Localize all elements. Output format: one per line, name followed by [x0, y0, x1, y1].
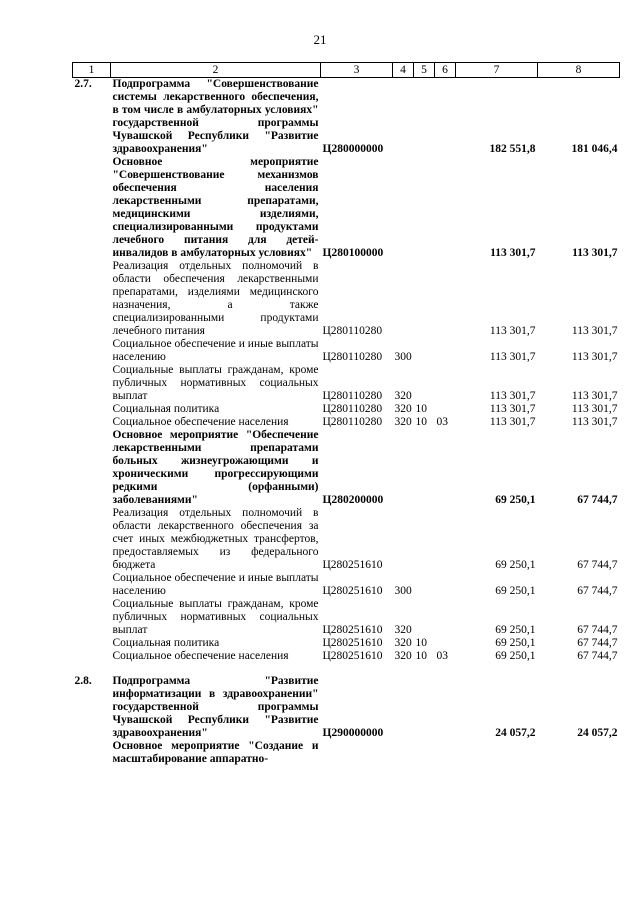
row-name: Социальная политика: [112, 403, 220, 415]
subsection: [435, 572, 456, 598]
subsection: [435, 675, 456, 740]
section: 10: [415, 403, 427, 415]
row-name: Основное мероприятие "Создание и масштабирование аппаратно-: [112, 740, 319, 765]
header-cell: 1: [73, 63, 111, 78]
value-col-8: 67 744,7: [577, 624, 618, 636]
header-cell: 3: [321, 63, 393, 78]
value-col-7: 113 301,7: [489, 325, 536, 337]
expense-type: 300: [394, 585, 412, 597]
section: 10: [415, 650, 427, 662]
table-row: [73, 507, 620, 572]
row-name: Реализация отдельных полномочий в области лекарственного обеспечения за счет иных межбюджетных трансфертов, предоставляемых из федерального бюджета: [112, 507, 319, 571]
value-col-8: 113 301,7: [571, 403, 618, 415]
row-number: 2.8.: [74, 675, 92, 687]
row-number: [73, 156, 111, 260]
section: [414, 740, 435, 766]
table-row: [73, 156, 620, 260]
value-col-7: 69 250,1: [495, 624, 536, 636]
value-col-8: 67 744,7: [577, 637, 618, 649]
section: 10: [415, 416, 427, 428]
value-col-7: 113 301,7: [489, 416, 536, 428]
row-number: [73, 429, 111, 507]
spacer-cell: [73, 663, 620, 675]
value-col-7: 69 250,1: [495, 637, 536, 649]
subsection: [435, 403, 456, 416]
value-col-8: 113 301,7: [571, 390, 618, 402]
header-cell: 4: [393, 63, 414, 78]
expense-type: [393, 740, 414, 766]
section: [414, 364, 435, 403]
subsection: [435, 260, 456, 338]
row-name: Социальные выплаты гражданам, кроме публичных нормативных социальных выплат: [112, 598, 319, 636]
section: [414, 598, 435, 637]
subsection: 03: [436, 416, 448, 428]
target-code: Ц280251610: [322, 585, 383, 597]
expense-type: [393, 156, 414, 260]
table-row: [73, 740, 620, 766]
page-number: 21: [313, 32, 327, 47]
value-col-8: 67 744,7: [577, 494, 618, 506]
subsection: [435, 740, 456, 766]
row-name: Социальное обеспечение и иные выплаты населению: [112, 338, 319, 363]
target-code: Ц290000000: [322, 727, 384, 739]
subsection: [435, 156, 456, 260]
row-number: [73, 338, 111, 364]
target-code: Ц280000000: [322, 143, 384, 155]
row-name: Основное мероприятие "Совершенствование механизмов обеспечения населения лекарственными препаратами, медицинскими изделиями, специализированными продуктами лечебного питания для детей-инвалидов в амбулаторных условиях": [112, 156, 319, 259]
value-col-8: 67 744,7: [577, 650, 618, 662]
target-code: Ц280110280: [322, 325, 383, 337]
row-name: Социальные выплаты гражданам, кроме публичных нормативных социальных выплат: [112, 364, 319, 402]
subsection: [435, 78, 456, 157]
value-col-8: 113 301,7: [571, 325, 618, 337]
table-row: [73, 338, 620, 364]
header-cell: 6: [435, 63, 456, 78]
target-code: [321, 740, 393, 766]
subsection: [435, 507, 456, 572]
value-col-7: 69 250,1: [495, 494, 536, 506]
target-code: Ц280100000: [322, 247, 384, 259]
target-code: Ц280110280: [322, 403, 383, 415]
target-code: Ц280251610: [322, 650, 383, 662]
section: [414, 338, 435, 364]
table-row: [73, 598, 620, 637]
row-name: Подпрограмма "Развитие информатизации в здравоохранении" государственной программы Чувашской Республики "Развитие здравоохранения": [112, 675, 319, 739]
subsection: [435, 429, 456, 507]
value-col-7: 69 250,1: [495, 650, 536, 662]
row-number: [73, 598, 111, 637]
table-row: [73, 637, 620, 650]
subsection: [435, 338, 456, 364]
row-name: Социальная политика: [112, 637, 220, 649]
value-col-8: 113 301,7: [572, 247, 618, 259]
budget-table: [72, 62, 620, 766]
row-number: 2.7.: [74, 78, 92, 90]
row-name: Подпрограмма "Совершенствование системы лекарственного обеспечения, в том числе в амбулаторных условиях" государственной программы Чувашской Республики "Развитие здравоохранения": [112, 78, 319, 155]
value-col-8: 113 301,7: [571, 416, 618, 428]
subsection: [435, 637, 456, 650]
section: [414, 572, 435, 598]
value-col-7: 69 250,1: [495, 585, 536, 597]
expense-type: [393, 260, 414, 338]
expense-type: 300: [394, 351, 412, 363]
section: 10: [415, 637, 427, 649]
row-number: [73, 260, 111, 338]
table-row: [73, 572, 620, 598]
table-row: [73, 260, 620, 338]
expense-type: [393, 78, 414, 157]
target-code: Ц280110280: [322, 351, 383, 363]
expense-type: [393, 429, 414, 507]
expense-type: 320: [394, 624, 412, 636]
target-code: Ц280110280: [322, 416, 383, 428]
target-code: Ц280251610: [322, 624, 383, 636]
section: [414, 429, 435, 507]
header-cell: 8: [538, 63, 620, 78]
section: [414, 507, 435, 572]
table-row: [73, 416, 620, 429]
row-number: [73, 416, 111, 429]
value-col-7: 24 057,2: [495, 727, 536, 739]
value-col-8: 67 744,7: [577, 559, 618, 571]
value-col-8: [538, 740, 620, 766]
row-number: [73, 403, 111, 416]
spacer-row: [73, 663, 620, 675]
expense-type: 320: [394, 650, 412, 662]
value-col-7: [456, 740, 538, 766]
subsection: [435, 598, 456, 637]
row-number: [73, 572, 111, 598]
value-col-8: 113 301,7: [571, 351, 618, 363]
subsection: 03: [436, 650, 448, 662]
target-code: Ц280251610: [322, 559, 383, 571]
expense-type: 320: [394, 416, 412, 428]
row-number: [73, 740, 111, 766]
value-col-7: 113 301,7: [489, 351, 536, 363]
table-row: [73, 403, 620, 416]
section: [414, 78, 435, 157]
value-col-7: 113 301,7: [490, 247, 536, 259]
target-code: Ц280251610: [322, 637, 383, 649]
expense-type: [393, 507, 414, 572]
row-number: [73, 637, 111, 650]
target-code: Ц280200000: [322, 494, 384, 506]
value-col-7: 69 250,1: [495, 559, 536, 571]
table-row: [73, 429, 620, 507]
table-row: [73, 78, 620, 157]
row-name: Социальное обеспечение и иные выплаты населению: [112, 572, 319, 597]
expense-type: 320: [394, 403, 412, 415]
value-col-7: 113 301,7: [489, 403, 536, 415]
value-col-7: 113 301,7: [489, 390, 536, 402]
row-number: [73, 364, 111, 403]
section: [414, 675, 435, 740]
row-name: Основное мероприятие "Обеспечение лекарственными препаратами больных жизнеугрожающими и хроническими прогрессирующими редкими (орфанными) заболеваниями": [112, 429, 319, 506]
header-cell: 5: [414, 63, 435, 78]
section: [414, 156, 435, 260]
target-code: Ц280110280: [322, 390, 383, 402]
row-name: Реализация отдельных полномочий в области обеспечения лекарственными препаратами, изделиями медицинского назначения, а также специализированными продуктами лечебного питания: [112, 260, 319, 337]
header-cell: 7: [456, 63, 538, 78]
table-row: [73, 650, 620, 663]
row-number: [73, 507, 111, 572]
table-row: [73, 364, 620, 403]
expense-type: 320: [394, 390, 412, 402]
value-col-8: 24 057,2: [577, 727, 618, 739]
value-col-7: 182 551,8: [489, 143, 536, 155]
expense-type: [393, 675, 414, 740]
row-name: Социальное обеспечение населения: [112, 650, 289, 662]
section: [414, 260, 435, 338]
value-col-8: 181 046,4: [571, 143, 618, 155]
expense-type: 320: [394, 637, 412, 649]
table-row: [73, 675, 620, 740]
value-col-8: 67 744,7: [577, 585, 618, 597]
row-name: Социальное обеспечение населения: [112, 416, 289, 428]
subsection: [435, 364, 456, 403]
row-number: [73, 650, 111, 663]
header-row: [73, 63, 620, 78]
header-cell: 2: [111, 63, 321, 78]
